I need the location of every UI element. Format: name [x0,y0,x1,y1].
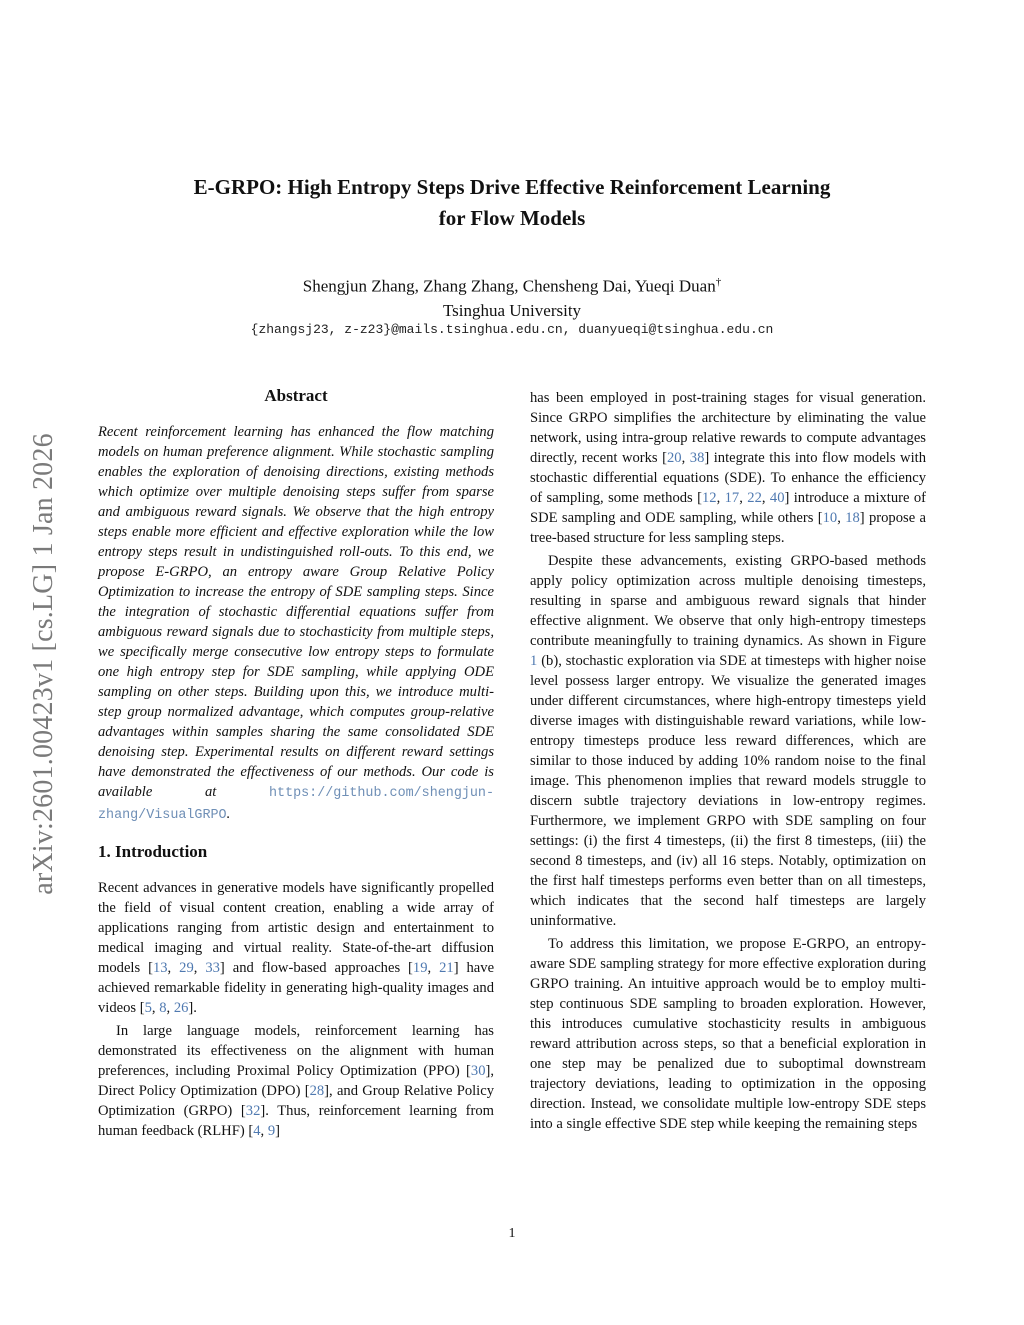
text-span: ] and flow-based approaches [ [219,960,413,976]
author-list: Shengjun Zhang, Zhang Zhang, Chensheng Dai, Yueqi Duan [302,276,716,296]
author-block [120,270,904,323]
right-paragraph-3: To address this limitation, we propose E-GRPO, an entropy-aware SDE sampling strategy for more effective exploration during GRPO training. An intuitive approach would be to employ multi-step continuous SDE sampling to broaden exploration. However, this introduces cumulative stochasticity results in ambiguous reward attribution across steps, so that a beneficial exploration in one step may be penalized due to suboptimal downstream trajectory deviations, leading to optimization in the opposing direction. Instead, we consolidate multiple low-entropy SDE steps into a single effective SDE step while keeping the remaining steps [530,936,926,1132]
affiliation: Tsinghua University [442,300,582,320]
author-emails: {zhangsj23, z-z23}@mails.tsinghua.edu.cn, duanyueqi@tsinghua.edu.cn [250,322,774,337]
abstract-heading: Abstract [264,386,328,405]
right-column [530,388,926,1134]
citation-link[interactable]: 9 [267,1123,276,1139]
citation-link[interactable]: 13 [152,960,168,976]
right-paragraph-2 [530,551,926,931]
code-link[interactable]: https://github.com/shengjun-zhang/VisualGRPO [98,786,494,823]
text-span: Despite these advancements, existing GRPO-based methods apply policy optimization across multiple denoising timesteps, resulting in sparse and ambiguous reward signals that hinder effective alignment. We observe that only high-entropy timesteps contribute meaningfully to training dynamics. As shown in Figure [530,553,926,649]
citation-link[interactable]: 32 [245,1103,261,1119]
title-line-1: E-GRPO: High Entropy Steps Drive Effective Reinforcement Learning [193,175,831,199]
citation-link[interactable]: 22 [747,490,762,506]
abstract-body [98,422,494,826]
citation-link[interactable]: 4 [253,1123,261,1139]
citation-link[interactable]: 28 [309,1083,325,1099]
text-span: ]. Thus, reinforcement learning from human feedback (RLHF) [ [98,1103,494,1139]
figure-link[interactable]: 1 [530,653,538,669]
corresponding-dagger: † [715,276,722,288]
citation-link[interactable]: 20 [667,450,682,466]
text-span: ]. [188,1000,197,1016]
intro-paragraph-1: Recent advances in generative models have significantly propelled the field of visual content creation, enabling a wide array of applications ranging from artistic design and entertainment to medical imaging and virtual reality. State-of-the-art diffusion models [13, 29, 33] and flow-based approaches [19, 21] have achieved remarkable fidelity in generating high-quality images and videos [5, 8, 26]. [98,880,495,1016]
abstract-end: . [226,806,231,822]
text-span: ] integrate this into flow models with stochastic differential equations (SDE). To enhance the efficiency of sampling, some methods [ [530,450,926,506]
citation-link[interactable]: 26 [173,1000,189,1016]
text-span: ] propose a tree-based structure for less sampling steps. [530,510,926,546]
citation-link[interactable]: 12 [701,490,717,506]
right-paragraph-1: has been employed in post-training stages for visual generation. Since GRPO simplifies the architecture by eliminating the value network, using intra-group relative rewards to compute advantages directly, recent works [20, 38] integrate this into flow models with stochastic differential equations (SDE). To enhance the efficiency of sampling, some methods [12, 17, 22, 40] introduce a mixture of SDE sampling and ODE sampling, while others [10, 18] propose a tree-based structure for less sampling steps. [530,390,927,546]
text-span: ] have achieved remarkable fidelity in generating high-quality images and videos [ [98,960,495,1016]
citation-link[interactable]: 10 [822,510,838,526]
left-column [98,384,494,1141]
paper-title [120,172,904,234]
arxiv-id: arXiv:2601.00423v1 [cs.LG] 1 Jan 2026 [28,433,59,895]
citation-link[interactable]: 38 [689,450,705,466]
citation-link[interactable]: 29 [179,960,194,976]
arxiv-sidebar-stamp [14,384,74,944]
intro-paragraph-2: In large language models, reinforcement learning has demonstrated its effectiveness on the alignment with human preferences, including Proximal Policy Optimization (PPO) [30], Direct Policy Optimization (DPO) [28], and Group Relative Policy Optimization (GRPO) [32]. Thus, reinforcement learning from human feedback (RLHF) [4, 9] [98,1023,494,1139]
citation-link[interactable]: 33 [205,960,220,976]
page-number: 1 [508,1226,516,1241]
text-span: ], and Group Relative Policy Optimization (GRPO) [ [98,1083,494,1119]
citation-link[interactable]: 17 [724,490,740,506]
text-span: In large language models, reinforcement learning has demonstrated its effectiveness on the alignment with human preferences, including Proximal Policy Optimization (PPO) [ [98,1023,494,1079]
title-line-2: for Flow Models [438,206,586,230]
section-heading-introduction: 1. Introduction [98,842,208,861]
citation-link[interactable]: 18 [845,510,860,526]
text-span: ] introduce a mixture of SDE sampling and ODE sampling, while others [ [530,490,927,526]
text-span: ], Direct Policy Optimization (DPO) [ [98,1063,494,1099]
citation-link[interactable]: 21 [439,960,454,976]
citation-link[interactable]: 40 [769,490,785,506]
citation-link[interactable]: 30 [470,1063,486,1079]
text-span: ] [275,1123,280,1139]
citation-link[interactable]: 5 [144,1000,152,1016]
text-span: has been employed in post-training stages for visual generation. Since GRPO simplifies the architecture by eliminating the value network, using intra-group relative rewards to compute advantages directly, recent works [ [530,390,926,466]
citation-link[interactable]: 8 [159,1000,167,1016]
citation-link[interactable]: 19 [412,960,428,976]
text-span: Recent advances in generative models have significantly propelled the field of visual content creation, enabling a wide array of applications ranging from artistic design and entertainment to medical imaging and virtual reality. State-of-the-art diffusion models [ [98,880,494,976]
abstract-text: Recent reinforcement learning has enhanced the flow matching models on human preference alignment. While stochastic sampling enables the exploration of denoising directions, existing methods which optimize over multiple denoising steps suffer from sparse and ambiguous reward signals. We observe that the high entropy steps enable more efficient and effective exploration while the low entropy steps result in undistinguished roll-outs. To this end, we propose E-GRPO, an entropy aware Group Relative Policy Optimization to increase the entropy of SDE sampling steps. Since the integration of stochastic differential equations suffer from ambiguous reward signals due to stochasticity from multiple steps, we specifically merge consecutive low entropy steps to formulate one high entropy step for SDE sampling, while applying ODE sampling on other steps. Building upon this, we introduce multi-step group normalized advantage, which computes group-relative advantages within samples sharing the same consolidated SDE denoising step. Experimental results on different reward settings have demonstrated the effectiveness of our methods. Our code is available at [98,424,494,800]
text-span: (b), stochastic exploration via SDE at timesteps with higher noise level possess larger entropy. We visualize the generated images under different circumstances, where high-entropy timesteps yield diverse images with distinguishable reward variations, while low-entropy timesteps produce less reward differences, which are similar to those induced by adding 10% random noise to the final image. This phenomenon implies that reward models struggle to discern subtle trajectory deviations in low-entropy regimes. Furthermore, we implement GRPO with SDE sampling on four settings: (i) the first 4 timesteps, (ii) the first 8 timesteps, (iii) the second 8 timesteps, and (iv) all 16 steps. Notably, optimization on the first half timesteps performs even better than on all timesteps, which indicates that the second half timesteps are largely uninformative. [530,653,926,929]
